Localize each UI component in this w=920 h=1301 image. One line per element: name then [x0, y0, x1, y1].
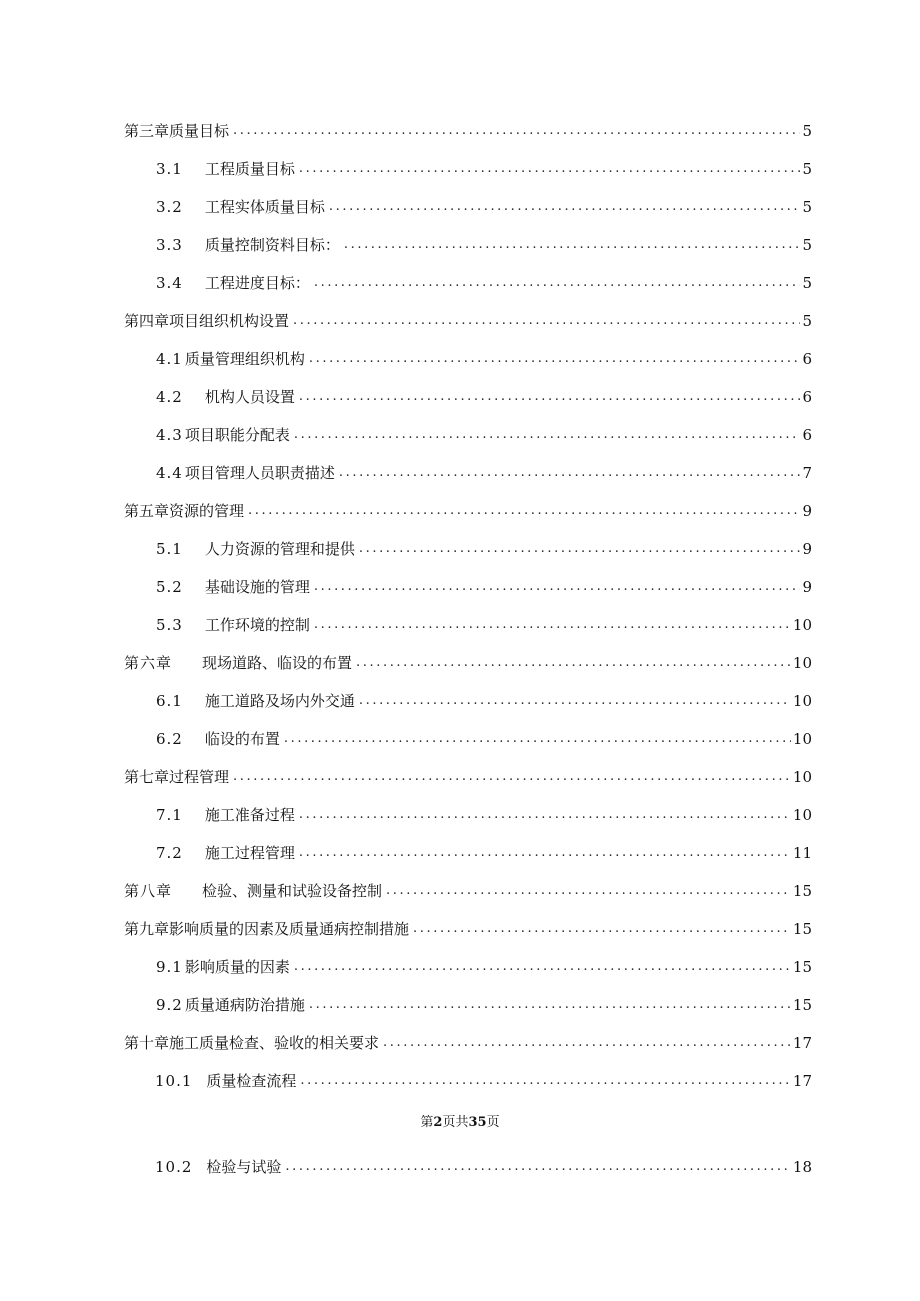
toc-entry-label [156, 843, 299, 863]
toc-entry-label [124, 501, 248, 521]
toc-entry-label [156, 539, 359, 559]
toc-entry-title: 第四章项目组织机构设置 [124, 312, 290, 330]
toc-entry-number: 10.1 [155, 1072, 193, 1090]
toc-entry-title: 质量通病防治措施 [184, 996, 305, 1014]
toc-entry-number: 6.2 [156, 730, 183, 748]
toc-entry-number: 3.4 [156, 274, 183, 292]
toc-entry-number: 4.1 [156, 350, 183, 368]
toc-entry-title: 工程质量目标 [204, 160, 295, 178]
toc-entry-label [124, 1033, 383, 1053]
toc-entry-title: 工作环境的控制 [204, 616, 310, 634]
toc-dot-leader [339, 463, 801, 483]
toc-entry[interactable] [156, 837, 812, 863]
toc-entry-title: 检验与试验 [206, 1158, 282, 1176]
toc-entry-title: 质量检查流程 [206, 1072, 297, 1090]
toc-entry-number: 3.3 [156, 236, 183, 254]
toc-entry-number: 10.2 [155, 1158, 193, 1176]
toc-entry-page-number: 9 [802, 502, 812, 520]
toc-entry-label [124, 881, 386, 901]
toc-entry-label [155, 1157, 285, 1177]
toc-entry-label [156, 577, 314, 597]
toc-entry[interactable] [155, 1065, 812, 1091]
toc-entry-page-number: 9 [802, 578, 812, 596]
toc-entry-title: 临设的布置 [204, 730, 280, 748]
toc-entry-page-number: 6 [802, 350, 812, 368]
footer-suffix: 页 [486, 1115, 500, 1130]
page-footer [0, 1114, 920, 1132]
toc-entry-label [156, 805, 299, 825]
toc-entry[interactable] [156, 799, 812, 825]
toc-dot-leader [299, 843, 791, 863]
toc-dot-leader [309, 995, 791, 1015]
toc-entry-title: 第七章过程管理 [124, 768, 230, 786]
toc-entry-number: 9.1 [156, 958, 183, 976]
toc-entry-label [156, 995, 309, 1015]
toc-dot-leader [299, 387, 801, 407]
toc-entry-title: 机构人员设置 [204, 388, 295, 406]
toc-entry-page-number: 5 [802, 236, 812, 254]
toc-entry[interactable] [124, 1027, 812, 1053]
toc-entry-title: 第五章资源的管理 [124, 502, 245, 520]
toc-entry-number: 4.2 [156, 388, 183, 406]
toc-dot-leader [314, 577, 801, 597]
toc-dot-leader [233, 121, 800, 141]
toc-dot-leader [413, 919, 791, 939]
toc-entry-page-number: 10 [792, 654, 812, 672]
toc-entry-label [156, 387, 299, 407]
toc-entry[interactable] [124, 913, 812, 939]
toc-dot-leader [233, 767, 791, 787]
toc-entry-page-number: 6 [802, 426, 812, 444]
toc-dot-leader [294, 425, 801, 445]
toc-entry-label [156, 197, 329, 217]
toc-entry[interactable] [156, 267, 812, 293]
toc-entry-title: 第三章质量目标 [124, 122, 230, 140]
toc-entry-page-number: 10 [792, 616, 812, 634]
toc-entry-page-number: 10 [792, 730, 812, 748]
toc-dot-leader [309, 349, 801, 369]
toc-entry-title: 第九章影响质量的因素及质量通病控制措施 [124, 920, 410, 938]
toc-dot-leader [299, 159, 801, 179]
toc-dot-leader [294, 957, 791, 977]
toc-entry[interactable] [156, 723, 812, 749]
toc-dot-leader [284, 729, 791, 749]
toc-dot-leader [248, 501, 800, 521]
toc-entry-title: 项目管理人员职责描述 [184, 464, 335, 482]
toc-entry-page-number: 15 [792, 882, 812, 900]
toc-entry-title: 人力资源的管理和提供 [204, 540, 355, 558]
toc-entry-page-number: 5 [802, 160, 812, 178]
toc-entry-number: 5.3 [156, 616, 183, 634]
toc-entry-label [156, 729, 284, 749]
toc-entry-title: 项目职能分配表 [184, 426, 290, 444]
toc-entry-page-number: 5 [802, 274, 812, 292]
toc-entry-label [124, 653, 356, 673]
toc-entry-page-number: 5 [802, 312, 812, 330]
toc-entry-page-number: 18 [792, 1158, 812, 1176]
toc-entry-page-number: 7 [802, 464, 812, 482]
footer-prefix: 第 [420, 1115, 434, 1130]
toc-entry-number: 3.2 [156, 198, 183, 216]
toc-dot-leader [344, 235, 801, 255]
toc-entry[interactable] [124, 761, 812, 787]
footer-total-pages: 35 [468, 1115, 487, 1130]
toc-entry[interactable] [156, 571, 812, 597]
toc-entry-number: 9.2 [156, 996, 183, 1014]
toc-dot-leader [359, 691, 791, 711]
toc-entry[interactable] [155, 1151, 812, 1177]
toc-dot-leader [383, 1033, 791, 1053]
toc-dot-leader [329, 197, 801, 217]
toc-entry-title: 施工准备过程 [204, 806, 295, 824]
toc-entry-page-number: 5 [802, 198, 812, 216]
toc-entry-label [124, 767, 233, 787]
toc-entry-label [156, 273, 314, 293]
toc-entry-label [156, 349, 309, 369]
toc-entry-number: 4.3 [156, 426, 183, 444]
toc-entry[interactable] [156, 153, 812, 179]
toc-entry[interactable] [156, 609, 812, 635]
toc-entry-title: 质量控制资料目标： [204, 236, 340, 254]
toc-entry-label [156, 425, 294, 445]
toc-entry-page-number: 17 [792, 1034, 812, 1052]
toc-entry-label [156, 235, 344, 255]
toc-entry[interactable] [156, 951, 812, 977]
toc-entry[interactable] [124, 495, 812, 521]
toc-entry-title: 检验、测量和试验设备控制 [202, 882, 383, 900]
toc-entry-title: 现场道路、临设的布置 [202, 654, 353, 672]
toc-entry[interactable] [156, 533, 812, 559]
toc-entry[interactable] [124, 305, 812, 331]
toc-entry-page-number: 15 [792, 920, 812, 938]
toc-entry-page-number: 15 [792, 996, 812, 1014]
toc-entry-label [156, 615, 314, 635]
toc-entry[interactable] [156, 191, 812, 217]
toc-entry-label [156, 691, 359, 711]
toc-entry-number: 7.2 [156, 844, 183, 862]
toc-entry-title: 第十章施工质量检查、验收的相关要求 [124, 1034, 380, 1052]
toc-entry-page-number: 9 [802, 540, 812, 558]
toc-entry[interactable] [156, 343, 812, 369]
toc-entry-label [156, 463, 339, 483]
toc-entry-page-number: 10 [792, 768, 812, 786]
toc-dot-leader [299, 805, 791, 825]
toc-entry-label [155, 1071, 300, 1091]
toc-entry-title: 施工过程管理 [204, 844, 295, 862]
toc-entry-page-number: 6 [802, 388, 812, 406]
toc-entry-title: 质量管理组织机构 [184, 350, 305, 368]
toc-entry-page-number: 11 [792, 844, 812, 862]
toc-entry[interactable] [156, 457, 812, 483]
toc-entry-label [124, 121, 233, 141]
toc-entry-title: 影响质量的因素 [184, 958, 290, 976]
footer-current-page: 2 [433, 1115, 443, 1130]
toc-entry-label [124, 311, 293, 331]
toc-entry-page-number: 5 [802, 122, 812, 140]
footer-middle: 页共 [442, 1115, 469, 1130]
toc-entry-title: 施工道路及场内外交通 [204, 692, 355, 710]
toc-entry-number: 4.4 [156, 464, 183, 482]
toc-dot-leader [314, 615, 791, 635]
toc-entry-title: 基础设施的管理 [204, 578, 310, 596]
toc-entry-title: 工程进度目标： [204, 274, 310, 292]
toc-entry-number: 第八章 [124, 882, 173, 900]
toc-entry[interactable] [156, 419, 812, 445]
toc-entry-number: 7.1 [156, 806, 183, 824]
toc-entry-number: 第六章 [124, 654, 173, 672]
toc-entry-number: 5.2 [156, 578, 183, 596]
toc-entry[interactable] [156, 685, 812, 711]
toc-dot-leader [359, 539, 801, 559]
toc-entry-title: 工程实体质量目标 [204, 198, 325, 216]
toc-dot-leader [285, 1157, 790, 1177]
toc-dot-leader [386, 881, 791, 901]
toc-dot-leader [356, 653, 791, 673]
toc-entry-label [156, 957, 294, 977]
toc-entry[interactable] [124, 647, 812, 673]
toc-entry-page-number: 10 [792, 692, 812, 710]
toc-dot-leader [300, 1071, 790, 1091]
toc-entry-label [156, 159, 299, 179]
toc-entry[interactable] [156, 229, 812, 255]
toc-entry-number: 3.1 [156, 160, 183, 178]
toc-dot-leader [293, 311, 800, 331]
toc-entry-number: 6.1 [156, 692, 183, 710]
toc-entry[interactable] [124, 875, 812, 901]
toc-entry[interactable] [156, 381, 812, 407]
toc-entry-page-number: 10 [792, 806, 812, 824]
toc-entry[interactable] [156, 989, 812, 1015]
toc-entry-page-number: 17 [792, 1072, 812, 1090]
toc-entry-label [124, 919, 413, 939]
toc-entry[interactable] [124, 115, 812, 141]
toc-entry-page-number: 15 [792, 958, 812, 976]
toc-dot-leader [314, 273, 801, 293]
toc-entry-number: 5.1 [156, 540, 183, 558]
